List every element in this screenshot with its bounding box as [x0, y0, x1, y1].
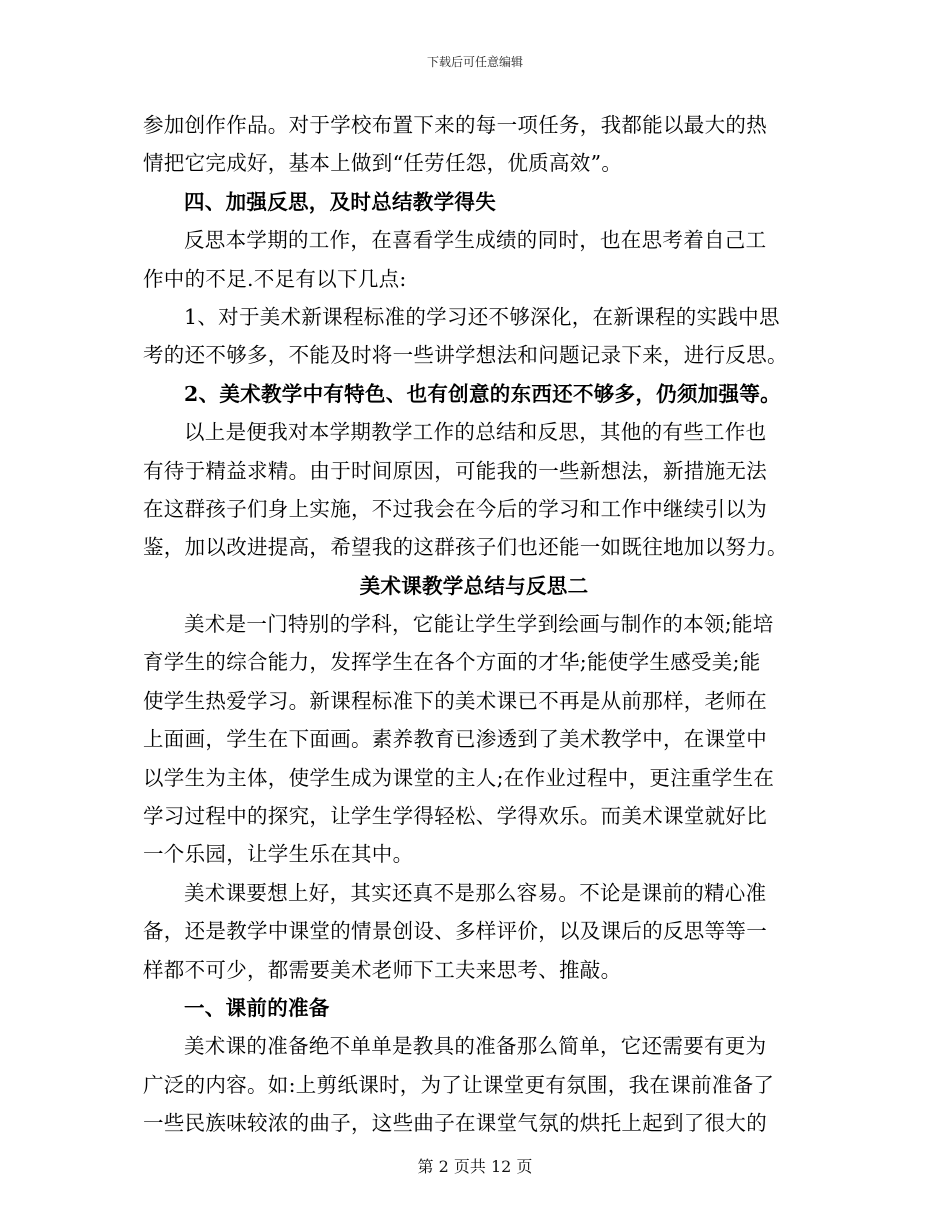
text-line: 美术是一门特别的学科，它能让学生学到绘画与制作的本领;能培 [184, 612, 774, 637]
text-line: 鉴，加以改进提高，希望我的这群孩子们也还能一如既往地加以努力。 [143, 535, 788, 560]
text-line: 情把它完成好，基本上做到“任劳任怨，优质高效”。 [143, 151, 623, 176]
section-heading-line: 四、加强反思，及时总结教学得失 [184, 189, 496, 214]
section-heading-line: 一、课前的准备 [184, 995, 330, 1020]
text-line: 参加创作作品。对于学校布置下来的每一项任务，我都能以最大的热 [143, 113, 767, 137]
text-line: 上面画，学生在下面画。素养教育已渗透到了美术教学中，在课堂中 [143, 727, 767, 752]
section-heading-line: 2、美术教学中有特色、也有创意的东西还不够多，仍须加强等。 [184, 381, 781, 406]
text-line: 在这群孩子们身上实施，不过我会在今后的学习和工作中继续引以为 [143, 496, 767, 521]
section-title: 美术课教学总结与反思二 [359, 573, 589, 598]
text-line: 使学生热爱学习。新课程标准下的美术课已不再是从前那样，老师在 [143, 688, 767, 713]
text-line: 作中的不足.不足有以下几点: [143, 266, 407, 291]
text-line: 育学生的综合能力，发挥学生在各个方面的才华;能使学生感受美;能 [143, 650, 761, 675]
text-line: 美术课的准备绝不单单是教具的准备那么简单，它还需要有更为 [184, 1034, 767, 1059]
text-line: 备，还是教学中课堂的情景创设、多样评价，以及课后的反思等等一 [143, 919, 767, 944]
text-line: 以上是便我对本学期教学工作的总结和反思，其他的有些工作也 [184, 420, 767, 445]
text-line: 一些民族味较浓的曲子，这些曲子在课堂气氛的烘托上起到了很大的 [143, 1111, 767, 1136]
text-line: 以学生为主体，使学生成为课堂的主人;在作业过程中，更注重学生在 [143, 765, 775, 790]
page-header: 下载后可任意编辑 [426, 55, 523, 69]
text-line: 一个乐园，让学生乐在其中。 [143, 842, 414, 867]
text-line: 1、对于美术新课程标准的学习还不够深化，在新课程的实践中思 [184, 304, 780, 329]
document-body [143, 106, 805, 1143]
text-line: 美术课要想上好，其实还真不是那么容易。不论是课前的精心准 [184, 880, 767, 905]
text-line: 有待于精益求精。由于时间原因，可能我的一些新想法，新措施无法 [143, 458, 767, 483]
text-line: 样都不可少，都需要美术老师下工夫来思考、推敲。 [143, 957, 622, 982]
page-footer: 第 2 页共 12 页 [417, 1157, 533, 1176]
text-line: 学习过程中的探究，让学生学得轻松、学得欢乐。而美术课堂就好比 [143, 804, 767, 829]
text-line: 反思本学期的工作，在喜看学生成绩的同时，也在思考着自己工 [184, 228, 767, 253]
text-line: 考的还不够多，不能及时将一些讲学想法和问题记录下来，进行反思。 [143, 343, 788, 368]
text-line: 广泛的内容。如:上剪纸课时，为了让课堂更有氛围，我在课前准备了 [143, 1072, 775, 1097]
